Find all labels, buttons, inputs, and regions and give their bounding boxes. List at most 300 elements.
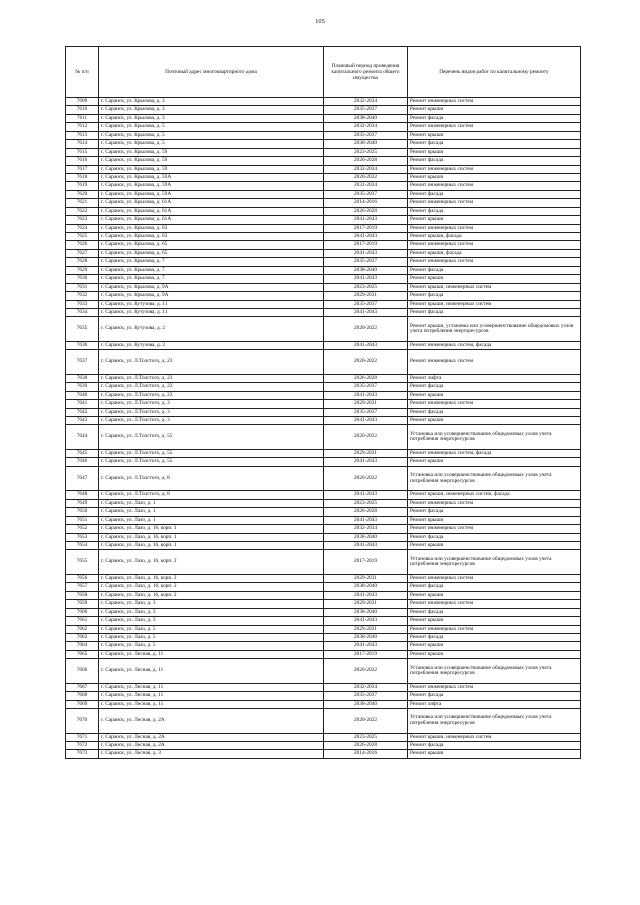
row-works: Ремонт крыши <box>408 541 581 549</box>
row-number: 7647 <box>66 466 99 491</box>
table-row <box>66 123 581 131</box>
table-row <box>66 292 581 300</box>
row-period: 2020-2022 <box>324 466 408 491</box>
row-number: 7640 <box>66 391 99 399</box>
row-address: г. Саранск, ул. Лесная, д. 3 <box>99 750 324 758</box>
row-period: 2026-2028 <box>324 374 408 382</box>
row-works: Ремонт крыши <box>408 106 581 114</box>
row-period: 2029-2031 <box>324 600 408 608</box>
table-row <box>66 574 581 582</box>
row-number: 7650 <box>66 508 99 516</box>
table-row <box>66 466 581 491</box>
table-row <box>66 148 581 156</box>
row-works: Ремонт крыши, инженерных систем <box>408 283 581 291</box>
table-row <box>66 106 581 114</box>
row-number: 7643 <box>66 417 99 425</box>
row-works: Ремонт инженерных систем <box>408 123 581 131</box>
row-works: Ремонт инженерных систем <box>408 241 581 249</box>
table-row <box>66 275 581 283</box>
table-row <box>66 633 581 641</box>
row-address: г. Саранск, ул. Л.Толстого, д. 3 <box>99 408 324 416</box>
row-address: г. Саранск, ул. Лазо, д. 3 <box>99 617 324 625</box>
table-row <box>66 533 581 541</box>
header-address: Почтовый адрес многоквартирного дома <box>99 47 324 98</box>
table-body <box>66 98 581 759</box>
row-number: 7665 <box>66 650 99 658</box>
row-period: 2038-2040 <box>324 583 408 591</box>
table-row <box>66 131 581 139</box>
row-address: г. Саранск, ул. Л.Толстого, д. 23 <box>99 350 324 375</box>
row-period: 2020-2022 <box>324 659 408 684</box>
row-number: 7673 <box>66 750 99 758</box>
row-period: 2020-2022 <box>324 425 408 450</box>
row-works: Ремонт фасада <box>408 308 581 316</box>
table-row <box>66 182 581 190</box>
row-period: 2035-2037 <box>324 106 408 114</box>
table-row <box>66 625 581 633</box>
row-works: Ремонт инженерных систем <box>408 499 581 507</box>
row-address: г. Саранск, ул. Крылова, д. 65 <box>99 249 324 257</box>
table-row <box>66 207 581 215</box>
row-number: 7619 <box>66 182 99 190</box>
row-works: Ремонт инженерных систем <box>408 258 581 266</box>
table-row <box>66 733 581 741</box>
row-number: 7668 <box>66 692 99 700</box>
row-number: 7632 <box>66 292 99 300</box>
table-row <box>66 659 581 684</box>
row-works: Ремонт инженерных систем, фасада <box>408 449 581 457</box>
row-period: 2032-2034 <box>324 165 408 173</box>
table-row <box>66 199 581 207</box>
row-period: 2035-2037 <box>324 692 408 700</box>
row-period: 2032-2034 <box>324 123 408 131</box>
row-works: Ремонт фасада <box>408 266 581 274</box>
row-number: 7625 <box>66 233 99 241</box>
row-period: 2041-2043 <box>324 308 408 316</box>
row-works: Установка или усовершенствование общедомовых узлов учета потребления энергоресурсов <box>408 709 581 734</box>
row-number: 7635 <box>66 317 99 342</box>
row-period: 2038-2040 <box>324 700 408 708</box>
row-works: Ремонт крыши <box>408 148 581 156</box>
row-period: 2041-2043 <box>324 591 408 599</box>
row-works: Ремонт фасада <box>408 508 581 516</box>
header-period: Плановый период проведения капитального ремонта общего имущества <box>324 47 408 98</box>
row-address: г. Саранск, ул. Лазо, д. 5 <box>99 625 324 633</box>
row-works: Ремонт инженерных систем <box>408 600 581 608</box>
row-address: г. Саранск, ул. Лазо, д. 16, корп. 1 <box>99 533 324 541</box>
row-works: Ремонт инженерных систем <box>408 98 581 106</box>
row-works: Ремонт крыши <box>408 391 581 399</box>
page-number: 105 <box>315 18 325 25</box>
table-row <box>66 600 581 608</box>
row-number: 7641 <box>66 400 99 408</box>
table-row <box>66 709 581 734</box>
row-address: г. Саранск, ул. Крылова, д. 7 <box>99 258 324 266</box>
row-address: г. Саранск, ул. Кутузова, д. 2 <box>99 341 324 349</box>
row-address: г. Саранск, ул. Л.Толстого, д. 3 <box>99 417 324 425</box>
row-works: Ремонт крыши <box>408 617 581 625</box>
row-address: г. Саранск, ул. Крылова, д. 3 <box>99 98 324 106</box>
table-row <box>66 283 581 291</box>
row-number: 7622 <box>66 207 99 215</box>
row-period: 2032-2034 <box>324 182 408 190</box>
row-works: Ремонт фасада <box>408 114 581 122</box>
row-period: 2026-2028 <box>324 207 408 215</box>
row-address: г. Саранск, ул. Л.Толстого, д. 55 <box>99 425 324 450</box>
row-works: Ремонт инженерных систем <box>408 199 581 207</box>
row-period: 2020-2022 <box>324 709 408 734</box>
row-works: Ремонт инженерных систем <box>408 683 581 691</box>
table-row <box>66 591 581 599</box>
row-period: 2041-2043 <box>324 275 408 283</box>
table-row <box>66 224 581 232</box>
table-row <box>66 617 581 625</box>
row-number: 7669 <box>66 700 99 708</box>
row-number: 7666 <box>66 659 99 684</box>
row-works: Установка или усовершенствование общедомовых узлов учета потребления энергоресурсов <box>408 550 581 575</box>
row-period: 2041-2043 <box>324 341 408 349</box>
table-row <box>66 383 581 391</box>
row-works: Ремонт инженерных систем <box>408 350 581 375</box>
row-number: 7631 <box>66 283 99 291</box>
row-number: 7614 <box>66 140 99 148</box>
row-works: Ремонт крыши, инженерных систем <box>408 300 581 308</box>
row-period: 2017-2019 <box>324 550 408 575</box>
row-number: 7659 <box>66 600 99 608</box>
row-number: 7620 <box>66 190 99 198</box>
row-address: г. Саранск, ул. Л.Толстого, д. 23 <box>99 391 324 399</box>
row-address: г. Саранск, ул. Лесная, д. 2А <box>99 733 324 741</box>
row-works: Установка или усовершенствование общедомовых узлов учета потребления энергоресурсов <box>408 425 581 450</box>
row-number: 7624 <box>66 224 99 232</box>
repair-schedule-table-container <box>65 46 580 759</box>
table-row <box>66 249 581 257</box>
row-address: г. Саранск, ул. Крылова, д. 61А <box>99 207 324 215</box>
row-period: 2041-2043 <box>324 458 408 466</box>
row-period: 2023-2025 <box>324 733 408 741</box>
row-number: 7672 <box>66 742 99 750</box>
row-address: г. Саранск, ул. Лесная, д. 11 <box>99 692 324 700</box>
row-address: г. Саранск, ул. Крылова, д. 65 <box>99 241 324 249</box>
table-row <box>66 449 581 457</box>
row-address: г. Саранск, ул. Л.Толстого, д. 3 <box>99 400 324 408</box>
row-address: г. Саранск, ул. Крылова, д. 63 <box>99 233 324 241</box>
table-row <box>66 190 581 198</box>
row-number: 7648 <box>66 491 99 499</box>
row-number: 7652 <box>66 525 99 533</box>
row-period: 2038-2040 <box>324 633 408 641</box>
row-period: 2035-2037 <box>324 258 408 266</box>
row-works: Ремонт фасада <box>408 692 581 700</box>
row-works: Ремонт инженерных систем <box>408 525 581 533</box>
row-number: 7651 <box>66 516 99 524</box>
row-works: Ремонт инженерных систем <box>408 625 581 633</box>
row-works: Ремонт крыши <box>408 650 581 658</box>
row-period: 2032-2034 <box>324 525 408 533</box>
table-row <box>66 608 581 616</box>
row-works: Ремонт фасада <box>408 583 581 591</box>
table-row <box>66 216 581 224</box>
row-address: г. Саранск, ул. Лесная, д. 11 <box>99 659 324 684</box>
row-number: 7612 <box>66 123 99 131</box>
row-works: Ремонт фасада <box>408 140 581 148</box>
row-period: 2041-2043 <box>324 541 408 549</box>
table-row <box>66 583 581 591</box>
row-number: 7623 <box>66 216 99 224</box>
row-address: г. Саранск, ул. Крылова, д. 5 <box>99 131 324 139</box>
table-row <box>66 300 581 308</box>
row-address: г. Саранск, ул. Крылова, д. 3 <box>99 106 324 114</box>
row-period: 2029-2031 <box>324 625 408 633</box>
row-period: 2023-2025 <box>324 148 408 156</box>
row-works: Ремонт крыши <box>408 591 581 599</box>
table-row <box>66 233 581 241</box>
repair-schedule-table <box>65 46 581 759</box>
table-row <box>66 742 581 750</box>
row-period: 2041-2043 <box>324 417 408 425</box>
row-works: Ремонт фасада <box>408 408 581 416</box>
row-address: г. Саранск, ул. Лазо, д. 16, корп. 2 <box>99 574 324 582</box>
table-row <box>66 317 581 342</box>
row-address: г. Саранск, ул. Л.Толстого, д. 8 <box>99 491 324 499</box>
row-works: Ремонт фасада <box>408 157 581 165</box>
row-number: 7667 <box>66 683 99 691</box>
table-row <box>66 499 581 507</box>
table-row <box>66 683 581 691</box>
row-period: 2041-2043 <box>324 642 408 650</box>
row-address: г. Саранск, ул. Крылова, д. 61А <box>99 199 324 207</box>
row-works: Ремонт крыши <box>408 750 581 758</box>
row-number: 7629 <box>66 266 99 274</box>
row-works: Ремонт фасада <box>408 190 581 198</box>
row-number: 7616 <box>66 157 99 165</box>
row-address: г. Саранск, ул. Крылова, д. 9А <box>99 292 324 300</box>
row-number: 7653 <box>66 533 99 541</box>
row-period: 2041-2043 <box>324 216 408 224</box>
table-row <box>66 165 581 173</box>
row-address: г. Саранск, ул. Кутузова, д. 11 <box>99 300 324 308</box>
row-period: 2029-2031 <box>324 449 408 457</box>
row-number: 7660 <box>66 608 99 616</box>
row-period: 2032-2034 <box>324 98 408 106</box>
row-period: 2041-2043 <box>324 491 408 499</box>
row-address: г. Саранск, ул. Лазо, д. 16, корп. 1 <box>99 541 324 549</box>
table-row <box>66 516 581 524</box>
row-period: 2029-2031 <box>324 292 408 300</box>
row-number: 7649 <box>66 499 99 507</box>
row-number: 7670 <box>66 709 99 734</box>
row-number: 7639 <box>66 383 99 391</box>
row-period: 2020-2022 <box>324 350 408 375</box>
row-period: 2038-2040 <box>324 608 408 616</box>
table-row <box>66 241 581 249</box>
row-address: г. Саранск, ул. Крылова, д. 3 <box>99 114 324 122</box>
row-number: 7654 <box>66 541 99 549</box>
table-row <box>66 425 581 450</box>
row-works: Ремонт фасада <box>408 533 581 541</box>
row-works: Ремонт крыши, фасада <box>408 233 581 241</box>
row-number: 7637 <box>66 350 99 375</box>
row-period: 2038-2040 <box>324 140 408 148</box>
table-row <box>66 408 581 416</box>
table-row <box>66 550 581 575</box>
row-number: 7628 <box>66 258 99 266</box>
row-works: Ремонт крыши <box>408 417 581 425</box>
row-number: 7634 <box>66 308 99 316</box>
header-number: № п/п <box>66 47 99 98</box>
row-works: Ремонт инженерных систем, фасада <box>408 341 581 349</box>
row-address: г. Саранск, ул. Лазо, д. 1 <box>99 499 324 507</box>
row-address: г. Саранск, ул. Кутузова, д. 2 <box>99 317 324 342</box>
row-number: 7642 <box>66 408 99 416</box>
row-period: 2041-2043 <box>324 249 408 257</box>
row-address: г. Саранск, ул. Крылова, д. 61А <box>99 216 324 224</box>
row-number: 7661 <box>66 617 99 625</box>
row-number: 7613 <box>66 131 99 139</box>
row-address: г. Саранск, ул. Лазо, д. 3 <box>99 600 324 608</box>
row-works: Ремонт крыши, установка или усовершенствование общедомовых узлов учета потребления энергоресурсов <box>408 317 581 342</box>
row-period: 2014-2016 <box>324 199 408 207</box>
row-address: г. Саранск, ул. Лесная, д. 11 <box>99 700 324 708</box>
table-row <box>66 642 581 650</box>
row-number: 7611 <box>66 114 99 122</box>
row-address: г. Саранск, ул. Л.Толстого, д. 55 <box>99 449 324 457</box>
table-row <box>66 350 581 375</box>
row-works: Ремонт крыши <box>408 275 581 283</box>
row-address: г. Саранск, ул. Лазо, д. 1 <box>99 508 324 516</box>
table-row <box>66 391 581 399</box>
row-period: 2017-2019 <box>324 650 408 658</box>
row-number: 7618 <box>66 173 99 181</box>
row-period: 2029-2031 <box>324 574 408 582</box>
row-number: 7658 <box>66 591 99 599</box>
row-address: г. Саранск, ул. Крылова, д. 7 <box>99 275 324 283</box>
row-number: 7621 <box>66 199 99 207</box>
table-row <box>66 258 581 266</box>
row-period: 2035-2037 <box>324 408 408 416</box>
row-works: Установка или усовершенствование общедомовых узлов учета потребления энергоресурсов <box>408 466 581 491</box>
row-address: г. Саранск, ул. Л.Толстого, д. 55 <box>99 458 324 466</box>
row-period: 2017-2019 <box>324 224 408 232</box>
row-address: г. Саранск, ул. Лазо, д. 3 <box>99 608 324 616</box>
row-works: Ремонт крыши <box>408 131 581 139</box>
table-header-row <box>66 47 581 98</box>
row-period: 2035-2037 <box>324 190 408 198</box>
row-address: г. Саранск, ул. Лазо, д. 16, корп. 2 <box>99 591 324 599</box>
row-address: г. Саранск, ул. Лазо, д. 5 <box>99 633 324 641</box>
row-period: 2032-2034 <box>324 683 408 691</box>
row-address: г. Саранск, ул. Крылова, д. 59А <box>99 173 324 181</box>
row-period: 2035-2037 <box>324 131 408 139</box>
row-works: Ремонт инженерных систем <box>408 400 581 408</box>
row-works: Ремонт инженерных систем <box>408 182 581 190</box>
row-address: г. Саранск, ул. Крылова, д. 59 <box>99 148 324 156</box>
row-number: 7646 <box>66 458 99 466</box>
row-address: г. Саранск, ул. Кутузова, д. 11 <box>99 308 324 316</box>
table-row <box>66 750 581 758</box>
table-row <box>66 98 581 106</box>
row-address: г. Саранск, ул. Крылова, д. 59 <box>99 165 324 173</box>
row-address: г. Саранск, ул. Лазо, д. 16, корп. 2 <box>99 550 324 575</box>
row-number: 7609 <box>66 98 99 106</box>
row-works: Ремонт крыши <box>408 216 581 224</box>
row-works: Ремонт фасада <box>408 742 581 750</box>
row-address: г. Саранск, ул. Крылова, д. 59 <box>99 157 324 165</box>
row-address: г. Саранск, ул. Л.Толстого, д. 23 <box>99 374 324 382</box>
row-address: г. Саранск, ул. Лазо, д. 5 <box>99 642 324 650</box>
row-number: 7664 <box>66 642 99 650</box>
row-address: г. Саранск, ул. Лазо, д. 16, корп. 2 <box>99 583 324 591</box>
row-period: 2035-2037 <box>324 383 408 391</box>
row-period: 2038-2040 <box>324 533 408 541</box>
table-row <box>66 114 581 122</box>
row-works: Ремонт крыши <box>408 516 581 524</box>
row-number: 7610 <box>66 106 99 114</box>
row-number: 7657 <box>66 583 99 591</box>
table-row <box>66 650 581 658</box>
table-row <box>66 525 581 533</box>
row-works: Ремонт фасада <box>408 292 581 300</box>
table-row <box>66 541 581 549</box>
row-period: 2035-2037 <box>324 300 408 308</box>
row-number: 7656 <box>66 574 99 582</box>
row-period: 2017-2019 <box>324 241 408 249</box>
row-works: Ремонт инженерных систем <box>408 574 581 582</box>
row-address: г. Саранск, ул. Л.Толстого, д. 8 <box>99 466 324 491</box>
row-address: г. Саранск, ул. Крылова, д. 5 <box>99 123 324 131</box>
row-period: 2038-2040 <box>324 114 408 122</box>
row-address: г. Саранск, ул. Лесная, д. 2А <box>99 742 324 750</box>
table-row <box>66 157 581 165</box>
row-period: 2038-2040 <box>324 266 408 274</box>
row-works: Ремонт лифта <box>408 374 581 382</box>
row-address: г. Саранск, ул. Крылова, д. 63 <box>99 224 324 232</box>
table-row <box>66 140 581 148</box>
table-row <box>66 491 581 499</box>
row-works: Ремонт крыши, инженерных систем, фасада <box>408 491 581 499</box>
row-number: 7662 <box>66 625 99 633</box>
row-works: Ремонт инженерных систем <box>408 224 581 232</box>
row-period: 2041-2043 <box>324 233 408 241</box>
row-period: 2020-2022 <box>324 173 408 181</box>
row-period: 2041-2043 <box>324 617 408 625</box>
row-period: 2014-2016 <box>324 750 408 758</box>
row-works: Ремонт фасада <box>408 633 581 641</box>
row-number: 7645 <box>66 449 99 457</box>
row-address: г. Саранск, ул. Крылова, д. 5 <box>99 140 324 148</box>
row-period: 2041-2043 <box>324 516 408 524</box>
row-number: 7626 <box>66 241 99 249</box>
row-address: г. Саранск, ул. Лесная, д. 2А <box>99 709 324 734</box>
row-works: Ремонт крыши <box>408 458 581 466</box>
row-number: 7655 <box>66 550 99 575</box>
table-row <box>66 374 581 382</box>
row-number: 7644 <box>66 425 99 450</box>
row-works: Ремонт фасада <box>408 383 581 391</box>
table-row <box>66 692 581 700</box>
table-row <box>66 700 581 708</box>
header-works: Перечень видов работ по капитальному ремонту <box>408 47 581 98</box>
row-number: 7671 <box>66 733 99 741</box>
row-number: 7633 <box>66 300 99 308</box>
row-works: Ремонт крыши <box>408 642 581 650</box>
row-works: Ремонт фасада <box>408 608 581 616</box>
row-address: г. Саранск, ул. Крылова, д. 9А <box>99 283 324 291</box>
table-row <box>66 173 581 181</box>
row-address: г. Саранск, ул. Л.Толстого, д. 23 <box>99 383 324 391</box>
table-row <box>66 341 581 349</box>
table-row <box>66 508 581 516</box>
